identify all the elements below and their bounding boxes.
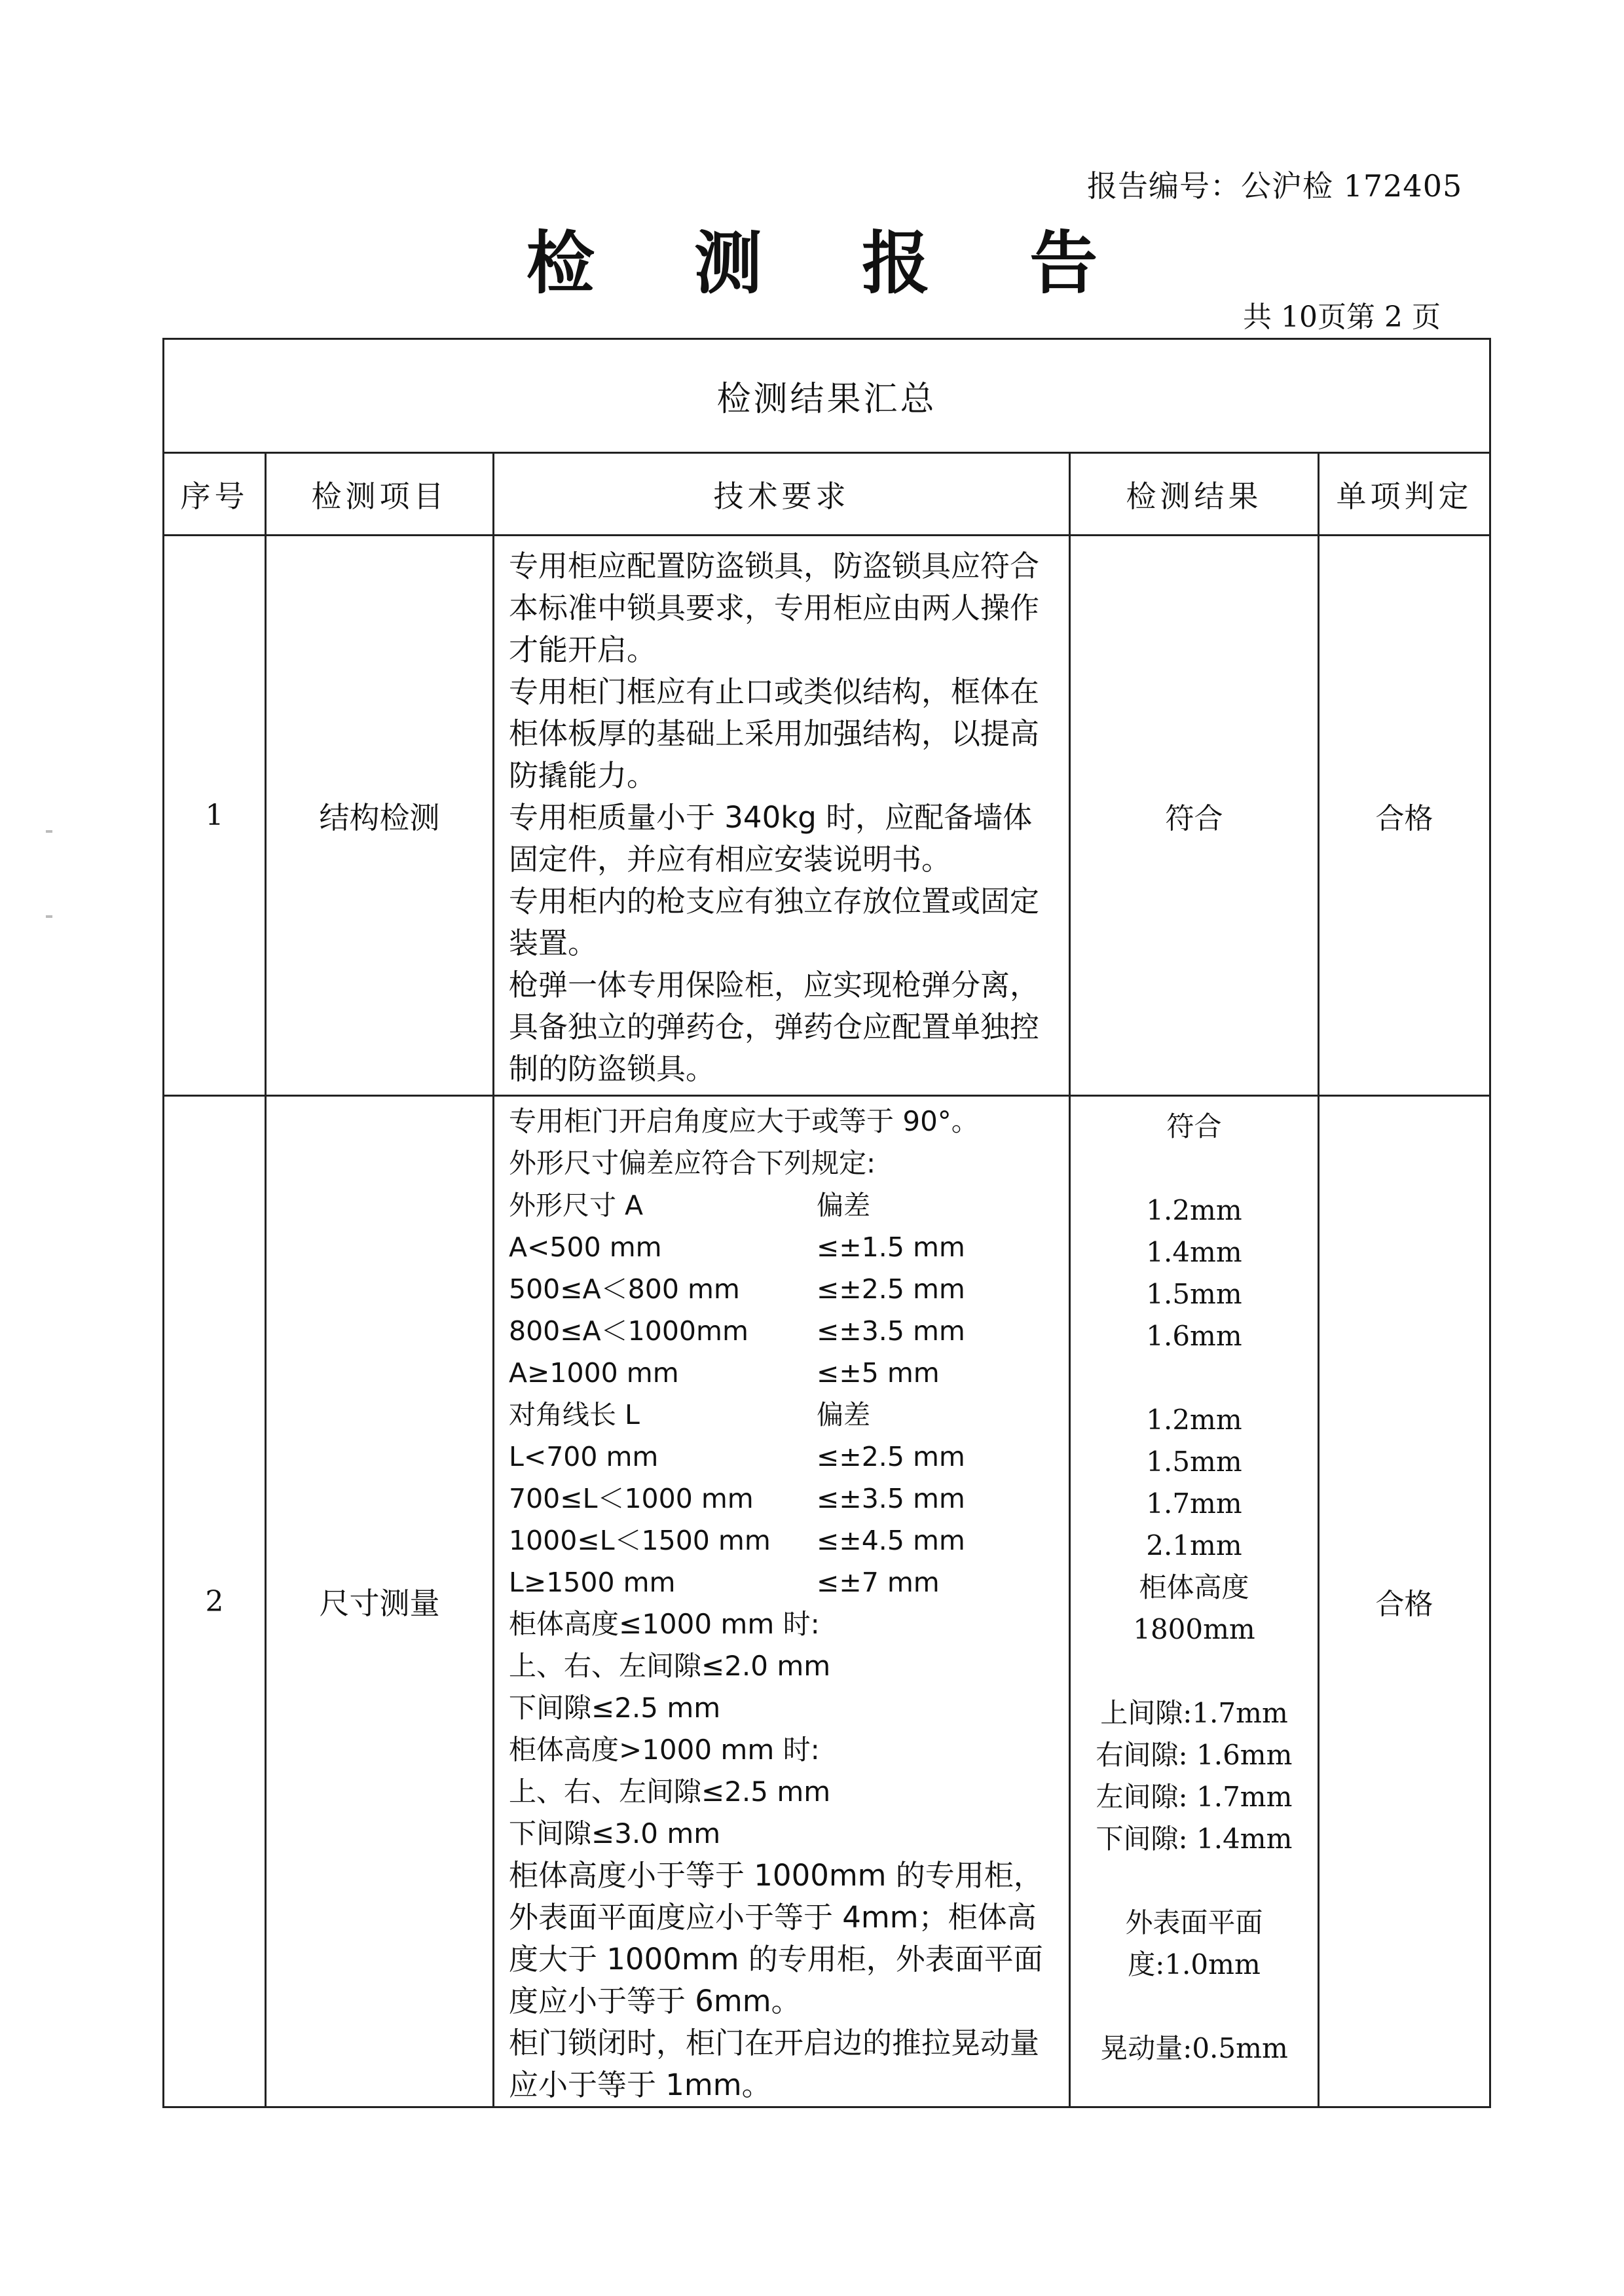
tolerance-value: ≤±3.5 mm bbox=[817, 1315, 965, 1347]
row-number: 2 bbox=[164, 1096, 266, 2107]
result-line: 下间隙: 1.4mm bbox=[1096, 1823, 1293, 1855]
result-line: 度:1.0mm bbox=[1128, 1948, 1261, 1980]
tolerance-table-outer-size bbox=[509, 1184, 1057, 1394]
col-header-requirements: 技术要求 bbox=[494, 453, 1070, 536]
tolerance-range: 800≤A＜1000mm bbox=[509, 1315, 748, 1347]
result-line bbox=[1071, 1148, 1318, 1190]
table-row bbox=[164, 536, 1490, 1096]
row-verdict: 合格 bbox=[1319, 1096, 1490, 2107]
tolerance-table-diagonal bbox=[509, 1394, 1057, 1603]
row-result: 符合 bbox=[1070, 536, 1319, 1096]
results-table bbox=[162, 338, 1491, 2108]
tolerance-range: L≥1500 mm bbox=[509, 1567, 676, 1598]
result-line bbox=[1071, 1860, 1318, 1902]
result-line: 1.5mm bbox=[1146, 1278, 1242, 1310]
tolerance-header: 外形尺寸 A bbox=[509, 1190, 644, 1221]
result-line: 右间隙: 1.6mm bbox=[1096, 1739, 1293, 1771]
result-line: 1.2mm bbox=[1146, 1404, 1242, 1436]
requirement-text: 专用柜应配置防盗锁具，防盗锁具应符合本标准中锁具要求，专用柜应由两人操作才能开启。 bbox=[509, 549, 1040, 667]
requirement-line: 上、右、左间隙≤2.5 mm bbox=[509, 1776, 831, 1808]
summary-title: 检测结果汇总 bbox=[164, 339, 1490, 453]
result-line: 1800mm bbox=[1133, 1613, 1255, 1645]
result-line: 2.1mm bbox=[1146, 1529, 1242, 1561]
col-header-item: 检测项目 bbox=[266, 453, 494, 536]
requirement-line: 柜体高度>1000 mm 时: bbox=[509, 1734, 820, 1766]
requirement-line: 柜体高度≤1000 mm 时: bbox=[509, 1608, 820, 1640]
col-header-verdict: 单项判定 bbox=[1319, 453, 1490, 536]
tolerance-value: ≤±1.5 mm bbox=[817, 1231, 965, 1263]
requirement-line: 专用柜门开启角度应大于或等于 90°。 bbox=[509, 1105, 979, 1137]
result-line: 左间隙: 1.7mm bbox=[1096, 1781, 1293, 1813]
tolerance-value: ≤±5 mm bbox=[817, 1357, 940, 1389]
row-number: 1 bbox=[164, 536, 266, 1096]
row-verdict: 合格 bbox=[1319, 536, 1490, 1096]
report-title: 检 测 报 告 bbox=[526, 223, 1136, 303]
row-item: 结构检测 bbox=[266, 536, 494, 1096]
tolerance-value: ≤±3.5 mm bbox=[817, 1483, 965, 1514]
tolerance-header: 偏差 bbox=[817, 1399, 870, 1430]
row-results bbox=[1070, 1096, 1319, 2107]
col-header-result: 检测结果 bbox=[1070, 453, 1319, 536]
result-line: 1.2mm bbox=[1146, 1194, 1242, 1226]
tolerance-value: ≤±4.5 mm bbox=[817, 1525, 965, 1556]
requirement-text: 专用柜质量小于 340kg 时，应配备墙体固定件，并应有相应安装说明书。 bbox=[509, 800, 1033, 877]
result-line: 1.5mm bbox=[1146, 1446, 1242, 1478]
result-line: 晃动量:0.5mm bbox=[1100, 2032, 1288, 2064]
col-header-no: 序号 bbox=[164, 453, 266, 536]
row-requirements bbox=[494, 536, 1070, 1096]
header-row bbox=[164, 453, 1490, 536]
requirement-line: 外形尺寸偏差应符合下列规定: bbox=[509, 1147, 876, 1179]
tolerance-range: A≥1000 mm bbox=[509, 1357, 679, 1389]
result-line: 柜体高度 bbox=[1139, 1571, 1249, 1603]
tolerance-range: 500≤A＜800 mm bbox=[509, 1273, 740, 1305]
report-number: 报告编号：公沪检 172405 bbox=[1087, 168, 1463, 204]
result-list bbox=[1071, 1097, 1318, 2069]
tolerance-range: 700≤L＜1000 mm bbox=[509, 1483, 754, 1514]
requirement-line: 下间隙≤3.0 mm bbox=[509, 1817, 721, 1850]
tolerance-header: 对角线长 L bbox=[509, 1399, 640, 1430]
requirement-text: 专用柜门框应有止口或类似结构，框体在柜体板厚的基础上采用加强结构，以提高防撬能力。 bbox=[509, 674, 1040, 793]
page-info: 共 10页第 2 页 bbox=[1243, 301, 1441, 334]
requirement-line: 下间隙≤2.5 mm bbox=[509, 1692, 721, 1724]
result-line bbox=[1071, 1357, 1318, 1399]
tolerance-header: 偏差 bbox=[817, 1190, 870, 1221]
requirement-line: 上、右、左间隙≤2.0 mm bbox=[509, 1650, 831, 1682]
tolerance-value: ≤±2.5 mm bbox=[817, 1441, 965, 1472]
tolerance-range: A<500 mm bbox=[509, 1231, 662, 1263]
tolerance-value: ≤±2.5 mm bbox=[817, 1273, 965, 1305]
tolerance-range: L<700 mm bbox=[509, 1441, 659, 1472]
result-line: 符合 bbox=[1166, 1110, 1222, 1142]
result-line: 1.4mm bbox=[1146, 1236, 1242, 1268]
table-row bbox=[164, 1096, 1490, 2107]
result-line bbox=[1071, 1986, 1318, 2028]
row-requirements bbox=[494, 1096, 1070, 2107]
requirement-text: 柜门锁闭时，柜门在开启边的推拉晃动量应小于等于 1mm。 bbox=[509, 2026, 1040, 2102]
scan-artifact bbox=[46, 915, 52, 918]
row-item: 尺寸测量 bbox=[266, 1096, 494, 2107]
result-line bbox=[1071, 1650, 1318, 1692]
result-line: 上间隙:1.7mm bbox=[1100, 1697, 1288, 1729]
requirement-text: 专用柜内的枪支应有独立存放位置或固定装置。 bbox=[509, 884, 1040, 960]
tolerance-value: ≤±7 mm bbox=[817, 1567, 940, 1598]
result-line: 1.7mm bbox=[1146, 1487, 1242, 1520]
requirement-text: 柜体高度小于等于 1000mm 的专用柜，外表面平面度应小于等于 4mm；柜体高度大于 1000mm 的专用柜，外表面平面度应小于等于 6mm。 bbox=[509, 1858, 1043, 2018]
requirement-text: 枪弹一体专用保险柜，应实现枪弹分离，具备独立的弹药仓，弹药仓应配置单独控制的防盗锁具。 bbox=[509, 968, 1040, 1086]
scan-artifact bbox=[46, 830, 52, 833]
result-line: 1.6mm bbox=[1146, 1320, 1242, 1352]
tolerance-range: 1000≤L＜1500 mm bbox=[509, 1525, 771, 1556]
result-line: 外表面平面 bbox=[1125, 1906, 1263, 1939]
